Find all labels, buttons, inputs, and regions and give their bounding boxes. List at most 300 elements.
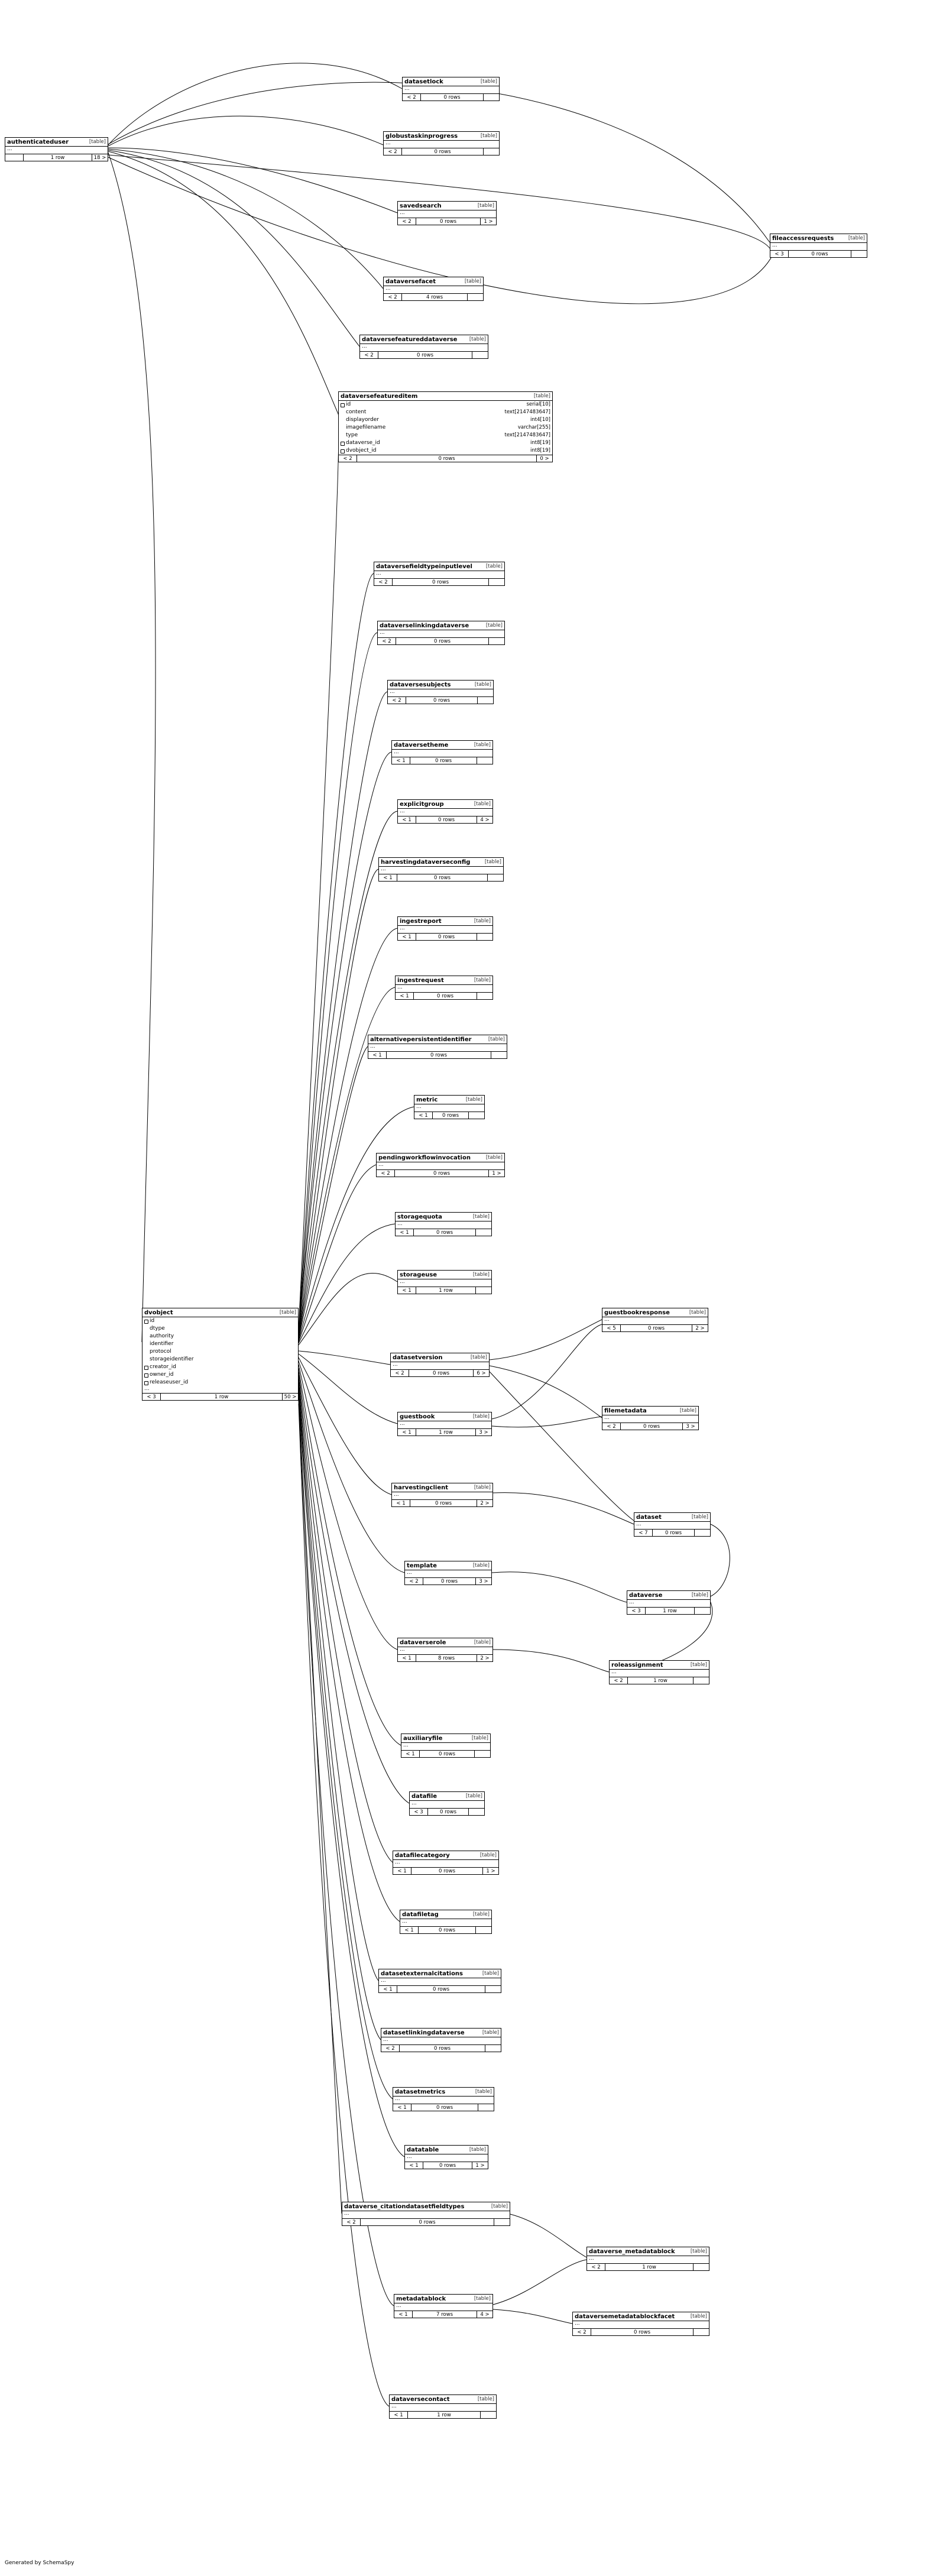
table-tag: [table]	[482, 2030, 499, 2036]
table-node-storagequota[interactable]	[395, 1212, 492, 1236]
footer-left: < 1	[396, 993, 414, 999]
table-header	[384, 132, 499, 141]
table-header	[393, 1851, 498, 1860]
column-row	[142, 1325, 298, 1333]
table-node-dvobject[interactable]	[142, 1308, 299, 1401]
footer-right: 1 >	[480, 218, 496, 225]
table-node-dataversefeatureddataverse[interactable]	[359, 335, 488, 359]
table-body	[378, 630, 504, 637]
table-node-filemetadata[interactable]	[602, 1406, 699, 1430]
table-body	[405, 1570, 491, 1577]
column-type: varchar[255]	[517, 425, 550, 430]
footer-left: < 1	[394, 2311, 413, 2318]
table-body	[602, 1415, 698, 1423]
ellipsis: ...	[385, 140, 391, 146]
table-header	[391, 1353, 489, 1362]
table-name: dataverse_citationdatasetfieldtypes	[344, 2203, 465, 2210]
column-name: protocol	[150, 1349, 171, 1355]
column-row	[339, 409, 552, 416]
table-name: dataverselinkingdataverse	[380, 622, 469, 629]
table-tag: [table]	[488, 1036, 505, 1042]
footer-left: < 2	[587, 2264, 605, 2270]
table-tag: [table]	[474, 742, 491, 748]
table-body	[414, 1104, 484, 1112]
footer-right	[477, 697, 493, 704]
table-node-auxiliaryfile[interactable]	[401, 1733, 491, 1758]
footer-right: 1 >	[482, 1868, 498, 1874]
footer-rows: 0 rows	[439, 1868, 455, 1874]
ellipsis: ...	[376, 571, 381, 576]
table-header	[374, 562, 504, 571]
table-name: ingestreport	[400, 918, 442, 925]
table-footer	[368, 1051, 507, 1058]
ellipsis: ...	[400, 1279, 405, 1285]
table-tag: [table]	[472, 1414, 490, 1420]
table-tag: [table]	[474, 801, 491, 807]
table-body	[384, 286, 483, 293]
table-name: guestbook	[400, 1413, 435, 1420]
footer-rows: 0 rows	[648, 1326, 665, 1331]
footer-right	[488, 638, 504, 644]
column-name: releaseuser_id	[150, 1379, 189, 1385]
footer-left: < 2	[384, 294, 402, 300]
table-node-dataversecontact[interactable]	[389, 2394, 497, 2419]
footer-left: < 2	[377, 1170, 395, 1177]
ellipsis: ...	[391, 2403, 397, 2409]
ellipsis: ...	[380, 630, 385, 636]
column-name: displayorder	[346, 417, 379, 423]
table-node-alternativepersistentidentifier[interactable]	[368, 1035, 507, 1059]
table-body	[396, 1221, 491, 1229]
table-name: datasetlock	[404, 78, 443, 85]
footer-rows: 0 rows	[811, 251, 828, 257]
footer-right	[478, 2104, 494, 2111]
table-tag: [table]	[469, 336, 486, 342]
table-node-roleassignment[interactable]	[609, 1660, 709, 1684]
footer-rows: 0 rows	[433, 698, 450, 704]
table-node-harvestingclient[interactable]	[391, 1483, 493, 1507]
ellipsis: ...	[394, 1492, 399, 1498]
table-tag: [table]	[679, 1408, 696, 1414]
table-tag: [table]	[472, 1272, 490, 1278]
footer-rows: 1 row	[642, 2264, 656, 2270]
footer-right	[477, 757, 492, 764]
column-name: dtype	[150, 1326, 165, 1331]
table-footer	[405, 2162, 488, 2169]
table-tag: [table]	[491, 2204, 508, 2209]
table-header	[377, 1153, 504, 1162]
table-node-datasetversion[interactable]	[390, 1353, 490, 1377]
footer-left: < 1	[414, 1112, 433, 1119]
footer-rows: 0 rows	[442, 1113, 459, 1119]
table-tag: [table]	[485, 563, 503, 569]
ellipsis: ...	[395, 2096, 400, 2102]
table-header	[634, 1513, 710, 1522]
footer-right	[468, 1809, 484, 1815]
ellipsis: ...	[378, 1162, 384, 1168]
ellipsis: ...	[402, 1919, 407, 1924]
footer-right	[693, 2264, 709, 2270]
table-header	[396, 1213, 491, 1221]
table-node-dataverse[interactable]	[627, 1590, 711, 1615]
footer-right: 0 >	[536, 455, 552, 462]
footer-left: < 1	[398, 816, 416, 823]
footer-left: < 2	[360, 352, 378, 358]
table-tag: [table]	[474, 918, 491, 924]
footer-right: 4 >	[477, 2311, 492, 2318]
footer-right	[483, 94, 499, 101]
table-node-pendingworkflowinvocation[interactable]	[376, 1153, 505, 1177]
table-name: alternativepersistentidentifier	[370, 1036, 472, 1043]
table-node-datasetlock[interactable]	[402, 77, 500, 101]
table-tag: [table]	[480, 79, 497, 85]
table-node-datafile[interactable]	[409, 1791, 485, 1816]
table-header	[400, 1910, 491, 1919]
column-name: content	[346, 409, 367, 415]
column-name: owner_id	[150, 1372, 174, 1378]
footer-right	[488, 579, 504, 585]
table-body	[377, 1162, 504, 1169]
column-row	[142, 1348, 298, 1356]
ellipsis: ...	[395, 1859, 400, 1865]
table-footer	[384, 293, 483, 300]
table-node-dataverselinkingdataverse[interactable]	[377, 621, 505, 645]
table-body	[587, 2256, 709, 2263]
table-node-storageuse[interactable]	[397, 1270, 492, 1294]
table-name: dataverse_metadatablock	[589, 2248, 675, 2255]
footer-left: < 2	[381, 2045, 400, 2052]
table-footer	[634, 1529, 710, 1536]
footer-rows: 4 rows	[426, 294, 443, 300]
table-header	[378, 621, 504, 630]
table-body	[339, 401, 552, 455]
table-header	[398, 917, 492, 926]
footer-left: < 3	[142, 1394, 161, 1400]
table-body	[381, 2037, 501, 2044]
ellipsis: ...	[381, 866, 386, 872]
table-tag: [table]	[471, 1735, 488, 1741]
table-node-guestbookresponse[interactable]	[602, 1308, 708, 1332]
ellipsis: ...	[411, 1800, 417, 1806]
table-header	[602, 1308, 708, 1317]
table-name: filemetadata	[604, 1407, 647, 1414]
table-body	[391, 1362, 489, 1369]
footer-right	[480, 2412, 496, 2418]
table-node-dataversefieldtypeinputlevel[interactable]	[374, 562, 505, 586]
ellipsis: ...	[397, 1221, 403, 1227]
table-body	[392, 750, 492, 757]
footer-left: < 1	[396, 1229, 414, 1236]
table-node-authenticateduser[interactable]	[5, 137, 108, 161]
ellipsis: ...	[390, 689, 395, 695]
generated-by-note: Generated by SchemaSpy	[5, 2560, 74, 2566]
table-node-datafiletag[interactable]	[400, 1910, 492, 1934]
ellipsis: ...	[400, 808, 405, 814]
table-body	[410, 1801, 484, 1808]
footer-right	[474, 1751, 490, 1757]
table-body	[398, 809, 492, 816]
footer-rows: 0 rows	[438, 817, 455, 823]
table-tag: [table]	[484, 859, 501, 865]
footer-left: < 2	[405, 1578, 423, 1585]
footer-right	[475, 1229, 491, 1236]
footer-left: < 2	[384, 148, 402, 155]
table-header	[392, 1483, 492, 1492]
table-node-dataverserole[interactable]	[397, 1638, 493, 1662]
table-tag: [table]	[533, 393, 550, 399]
table-tag: [table]	[474, 682, 491, 688]
table-node-datasetexternalcitations[interactable]	[378, 1969, 501, 1993]
table-footer	[396, 992, 492, 999]
table-footer	[379, 1985, 501, 1992]
table-name: template	[407, 1562, 437, 1569]
table-tag: [table]	[689, 1310, 706, 1315]
footer-left: < 2	[403, 94, 421, 101]
table-body	[390, 2404, 496, 2411]
table-header	[414, 1096, 484, 1104]
column-name: dvobject_id	[346, 448, 377, 453]
table-body	[360, 344, 488, 351]
table-header	[401, 1734, 490, 1743]
table-node-dataverse_metadatablock[interactable]	[586, 2247, 709, 2271]
footer-right: 3 >	[475, 1578, 491, 1585]
table-body	[634, 1522, 710, 1529]
table-node-harvestingdataverseconfig[interactable]	[378, 857, 504, 882]
footer-right	[694, 1530, 710, 1536]
table-footer	[384, 148, 499, 155]
footer-left: < 2	[610, 1677, 628, 1684]
table-header	[398, 1638, 492, 1647]
table-name: authenticateduser	[7, 138, 69, 145]
table-tag: [table]	[848, 235, 865, 241]
table-name: auxiliaryfile	[403, 1735, 443, 1742]
table-footer	[573, 2328, 709, 2335]
table-footer	[339, 455, 552, 462]
footer-left: < 2	[398, 218, 416, 225]
table-body	[392, 1492, 492, 1499]
table-header	[360, 335, 488, 344]
table-footer	[381, 2044, 501, 2052]
footer-rows: 0 rows	[432, 579, 449, 585]
table-tag: [table]	[469, 2147, 486, 2153]
footer-right	[477, 934, 492, 940]
ellipsis: ...	[575, 2321, 580, 2326]
table-node-metadatablock[interactable]	[394, 2294, 493, 2318]
table-header	[394, 2295, 492, 2303]
table-node-explicitgroup[interactable]	[397, 799, 493, 824]
table-name: harvestingclient	[394, 1484, 449, 1491]
table-tag: [table]	[485, 1155, 503, 1161]
table-node-dataversefacet[interactable]	[383, 277, 484, 301]
footer-right	[475, 1927, 491, 1933]
footer-rows: 0 rows	[436, 2105, 453, 2111]
table-footer	[393, 2104, 494, 2111]
column-type: int8[19]	[530, 448, 550, 453]
footer-right: 2 >	[477, 1500, 492, 1506]
table-name: dataversetheme	[394, 741, 449, 749]
table-header	[390, 2395, 496, 2404]
table-header	[398, 1271, 491, 1279]
ellipsis: ...	[396, 2303, 401, 2309]
table-name: dataverse	[629, 1592, 663, 1599]
table-node-dataversefeatureditem[interactable]	[338, 391, 553, 462]
table-node-datatable[interactable]	[404, 2145, 488, 2169]
table-name: dataversemetadatablockfacet	[575, 2313, 675, 2320]
footer-rows: 0 rows	[419, 2219, 436, 2225]
footer-rows: 0 rows	[435, 758, 452, 764]
table-tag: [table]	[279, 1310, 296, 1315]
ellipsis: ...	[407, 1570, 412, 1576]
column-row	[339, 416, 552, 424]
table-name: storageuse	[400, 1271, 438, 1278]
table-body	[374, 571, 504, 578]
table-node-fileaccessrequests[interactable]	[770, 234, 867, 258]
footer-rows: 1 row	[439, 1288, 453, 1294]
table-header	[5, 138, 108, 147]
table-node-metric[interactable]	[414, 1095, 485, 1119]
footer-right	[472, 352, 488, 358]
footer-left: < 1	[401, 1751, 420, 1757]
table-node-dataversesubjects[interactable]	[387, 680, 494, 704]
table-name: harvestingdataverseconfig	[381, 858, 471, 866]
table-body	[770, 243, 867, 250]
footer-right	[468, 1112, 484, 1119]
table-footer	[396, 1229, 491, 1236]
ellipsis: ...	[381, 1978, 386, 1984]
footer-rows: 0 rows	[434, 149, 451, 155]
footer-rows: 0 rows	[435, 1501, 452, 1506]
column-type: int4[10]	[530, 417, 550, 423]
column-row	[142, 1356, 298, 1363]
table-node-datasetmetrics[interactable]	[393, 2087, 494, 2111]
table-node-globustaskinprogress[interactable]	[383, 131, 500, 155]
table-node-dataversetheme[interactable]	[391, 740, 493, 764]
table-header	[384, 277, 483, 286]
table-name: explicitgroup	[400, 801, 444, 808]
table-footer	[379, 874, 503, 881]
ellipsis: ...	[611, 1669, 617, 1675]
table-node-dataversemetadatablockfacet[interactable]	[572, 2312, 709, 2336]
table-footer	[398, 933, 492, 940]
ellipsis: ...	[7, 146, 12, 152]
table-header	[770, 234, 867, 243]
footer-right	[475, 1287, 491, 1294]
table-tag: [table]	[482, 1971, 499, 1976]
ellipsis: ...	[400, 210, 405, 216]
table-node-ingestreport[interactable]	[397, 916, 493, 941]
table-node-ingestrequest[interactable]	[395, 976, 493, 1000]
table-footer	[398, 816, 492, 823]
footer-rows: 1 row	[663, 1608, 677, 1614]
table-tag: [table]	[691, 1592, 708, 1598]
table-name: datasetlinkingdataverse	[383, 2029, 465, 2036]
table-header	[381, 2029, 501, 2037]
footer-rows: 1 row	[50, 155, 65, 161]
table-name: savedsearch	[400, 202, 442, 209]
table-node-guestbook[interactable]	[397, 1412, 492, 1436]
ellipsis: ...	[589, 2256, 594, 2261]
table-header	[142, 1308, 298, 1317]
ellipsis: ...	[416, 1104, 422, 1110]
footer-right: 18 >	[92, 154, 108, 161]
table-footer	[392, 757, 492, 764]
table-body	[142, 1317, 298, 1393]
table-tag: [table]	[474, 977, 491, 983]
column-type: int8[19]	[530, 440, 550, 446]
table-tag: [table]	[691, 1514, 708, 1520]
column-type: serial[10]	[526, 401, 550, 407]
table-body	[342, 2211, 510, 2218]
footer-rows: 7 rows	[436, 2312, 453, 2318]
table-name: datafilecategory	[395, 1852, 450, 1859]
table-node-datasetlinkingdataverse[interactable]	[381, 2028, 501, 2052]
table-body	[610, 1670, 709, 1677]
ellipsis: ...	[629, 1599, 634, 1605]
footer-right: 1 >	[488, 1170, 504, 1177]
footer-rows: 0 rows	[430, 1052, 447, 1058]
table-footer	[5, 154, 108, 161]
table-footer	[398, 218, 496, 225]
footer-left: < 1	[393, 1868, 411, 1874]
table-header	[396, 976, 492, 985]
table-header	[398, 1412, 491, 1421]
table-node-datafilecategory[interactable]	[393, 1851, 499, 1875]
footer-left: < 1	[379, 874, 397, 881]
table-footer	[401, 1750, 490, 1757]
table-node-template[interactable]	[404, 1561, 492, 1585]
column-name: identifier	[150, 1341, 174, 1347]
footer-left: < 1	[368, 1052, 387, 1058]
ellipsis: ...	[407, 2154, 412, 2160]
table-node-savedsearch[interactable]	[397, 201, 497, 225]
footer-rows: 0 rows	[438, 934, 455, 940]
ellipsis: ...	[383, 2037, 388, 2043]
table-node-dataset[interactable]	[634, 1512, 711, 1537]
table-tag: [table]	[485, 623, 503, 628]
column-row	[339, 401, 552, 409]
table-tag: [table]	[465, 1793, 482, 1799]
table-footer	[398, 1654, 492, 1661]
table-tag: [table]	[690, 2313, 707, 2319]
column-row	[142, 1333, 298, 1340]
ellipsis: ...	[400, 925, 405, 931]
table-node-dataverse_citationdatasetfieldtypes[interactable]	[342, 2202, 510, 2226]
table-body	[400, 1919, 491, 1926]
table-tag: [table]	[474, 1485, 491, 1490]
table-footer	[602, 1423, 698, 1430]
footer-right: 4 >	[477, 816, 492, 823]
column-name: id	[346, 401, 351, 407]
table-header	[398, 202, 496, 210]
table-footer	[770, 250, 867, 257]
footer-right: 2 >	[692, 1325, 708, 1331]
footer-rows: 0 rows	[440, 219, 456, 225]
table-name: guestbookresponse	[604, 1309, 670, 1316]
column-row	[142, 1317, 298, 1325]
table-tag: [table]	[690, 1662, 707, 1668]
footer-left: < 1	[392, 1500, 410, 1506]
ellipsis: ...	[385, 286, 391, 291]
footer-rows: 0 rows	[440, 1809, 456, 1815]
table-body	[398, 210, 496, 218]
footer-left: < 2	[378, 638, 396, 644]
table-tag: [table]	[690, 2248, 707, 2254]
footer-rows: 1 row	[214, 1394, 229, 1400]
footer-right	[467, 294, 483, 300]
footer-rows: 0 rows	[433, 1370, 449, 1376]
footer-left: < 7	[634, 1530, 653, 1536]
footer-rows: 0 rows	[443, 95, 461, 101]
